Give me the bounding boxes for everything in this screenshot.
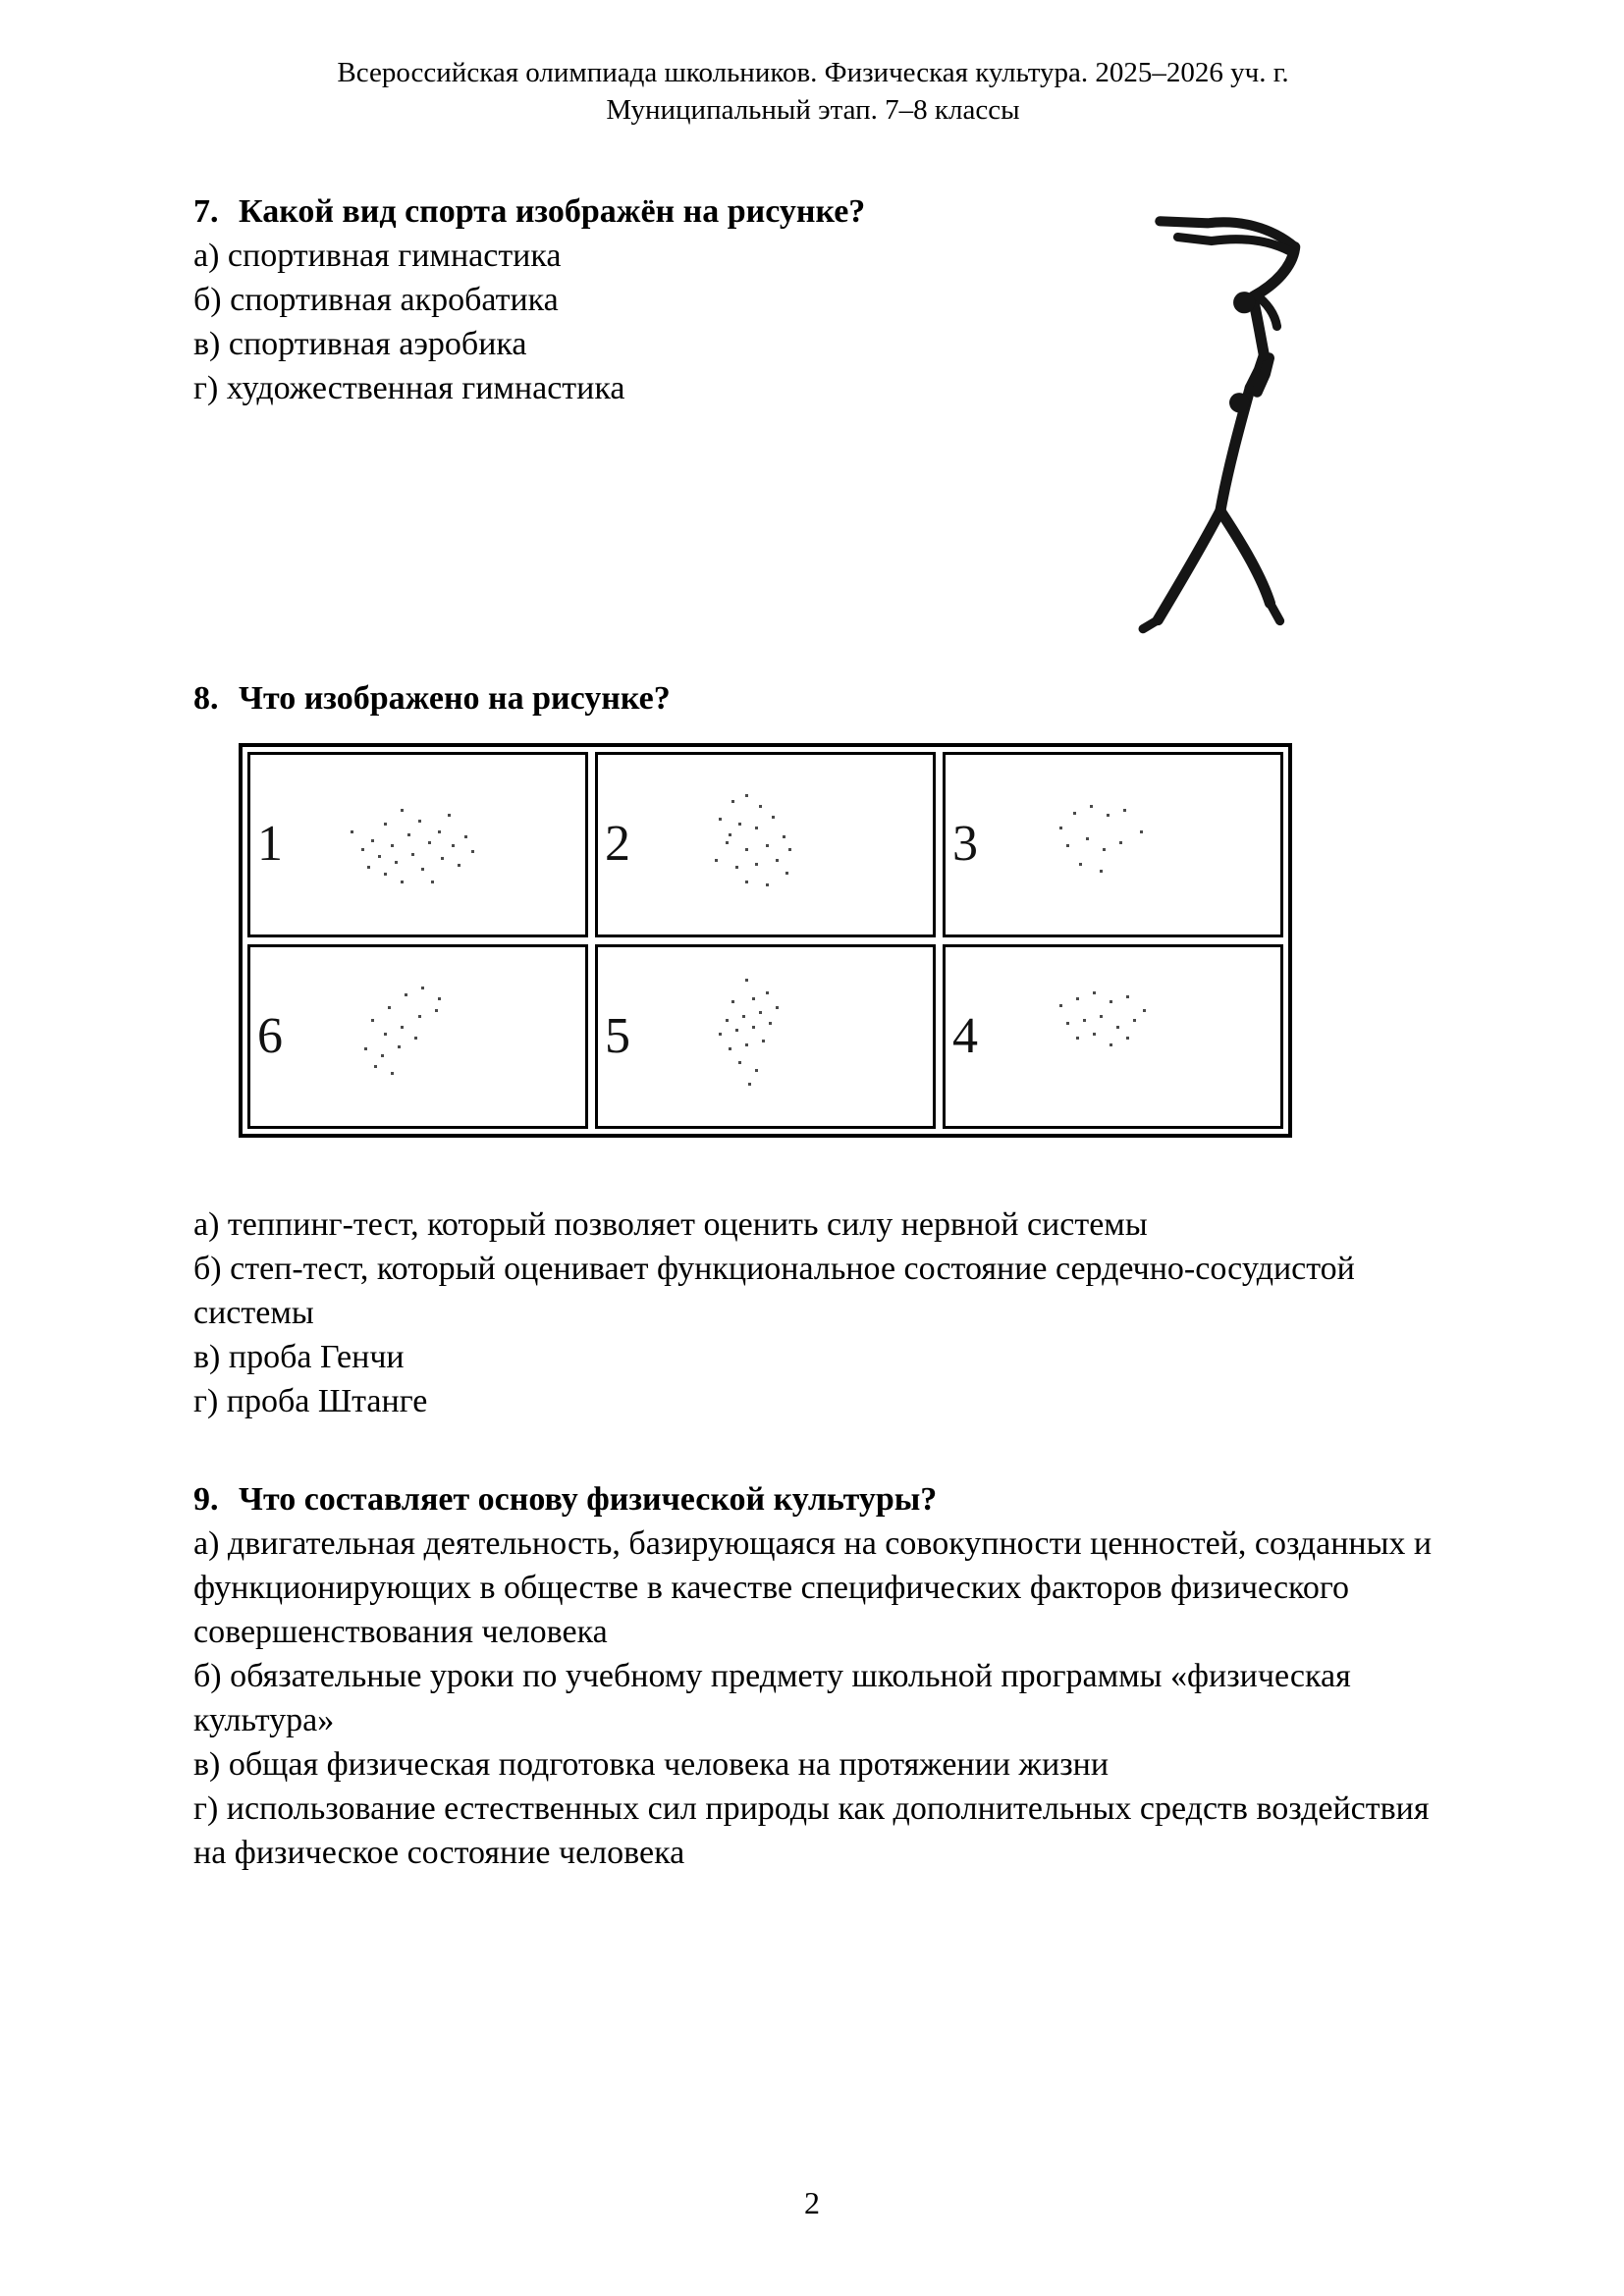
question-7-option-g: г) художественная гимнастика [193,370,625,406]
tap-dot [398,1045,401,1048]
tap-dot [726,841,729,844]
tap-dot [361,848,364,851]
cell-number: 6 [257,1007,283,1064]
tapping-test-grid [239,743,1292,1138]
tap-dot [759,1011,762,1014]
acrobats-figure-svg [1105,191,1350,658]
tap-dot [384,1033,387,1036]
tap-dot [788,848,791,851]
tap-dot [755,827,758,829]
tap-dot [414,1037,417,1040]
tap-dot [1093,1033,1096,1036]
cell-number: 4 [952,1007,978,1064]
tap-dot [745,881,748,883]
tap-dot [411,853,414,856]
tap-dot [719,1033,722,1036]
tap-dot [752,997,755,1000]
tap-dot [367,866,370,869]
tap-dot [729,833,731,836]
question-7-option-v: в) спортивная аэробика [193,326,527,362]
cell-number: 5 [605,1007,630,1064]
tap-dot [1100,1015,1103,1018]
tap-dot [738,823,741,826]
tap-dot [378,855,381,858]
tap-dot [719,818,722,821]
tap-dot [1143,1009,1146,1012]
tapping-grid-cell [247,752,588,937]
tap-dot [1059,1004,1062,1007]
tap-dot [1059,827,1062,829]
tap-dot [438,830,441,833]
tap-dot [735,866,738,869]
tap-dot [745,979,748,982]
question-8-title [193,676,1433,721]
question-8-text: Что изображено на рисунке? [239,680,671,717]
tap-dot [381,1054,384,1057]
tap-dot [1066,1022,1069,1025]
tap-dot [1073,812,1076,815]
flyer-gymnast-head [1233,292,1255,313]
tap-dot [441,857,444,860]
tap-dot [776,859,779,862]
tap-dot [1076,997,1079,1000]
tap-dot [1140,830,1143,833]
tap-dot [1126,995,1129,998]
question-7-number: 7. [193,193,219,230]
tap-dot [452,844,455,847]
tap-dot [748,1083,751,1086]
tap-dot [731,1000,734,1003]
tap-dot [752,1026,755,1029]
question-8-option-g: г) проба Штанге [193,1383,428,1419]
header-line-1: Всероссийская олимпиада школьников. Физическая культура. 2025–2026 уч. г. [337,57,1289,88]
tap-dot [401,1026,404,1029]
tap-dot [1093,991,1096,994]
question-9-title [193,1477,1433,1522]
tap-dot [755,1069,758,1072]
question-8-option-b: б) степ-тест, который оценивает функциональное состояние сердечно-сосудистой системы [193,1251,1355,1331]
question-9-option-a: а) двигательная деятельность, базирующаяся на совокупности ценностей, созданных и функционирующих в обществе в качестве специфических факторов физического совершенствования человека [193,1525,1433,1650]
tapping-grid-cell [943,752,1283,937]
question-9-option-v: в) общая физическая подготовка человека на протяжении жизни [193,1746,1110,1783]
tap-dot [766,883,769,886]
tap-dot [1100,870,1103,873]
tap-dot [1123,809,1126,812]
tap-dot [745,848,748,851]
acrobatic-pair-illustration [1105,191,1350,658]
tap-dot [435,1009,438,1012]
tap-dot [1110,1000,1112,1003]
tap-dot [783,835,785,838]
question-9-number: 9. [193,1481,219,1518]
cell-number: 3 [952,816,978,873]
tap-dot [371,1019,374,1022]
tap-dot [1116,1026,1119,1029]
tap-dot [755,863,758,866]
tap-dot [384,823,387,826]
tap-dot [388,1006,391,1009]
tap-dot [1107,814,1110,817]
tap-dot [735,1029,738,1032]
tapping-grid-cell [247,944,588,1130]
tap-dot [1066,844,1069,847]
tap-dot [448,814,451,817]
tap-dot [351,830,353,833]
tap-dot [766,844,769,847]
tap-dot [391,844,394,847]
tap-dot [401,809,404,812]
tap-dot [401,881,404,883]
base-gymnast-head [1229,393,1249,412]
tap-dot [471,850,474,853]
tap-dot [371,839,374,842]
tap-dot [1079,863,1082,866]
tapping-grid-cell [943,944,1283,1130]
question-8-number: 8. [193,680,219,717]
question-8-option-v: в) проба Генчи [193,1339,405,1375]
question-9-text: Что составляет основу физической культуры? [239,1481,938,1518]
tap-dot [745,1043,748,1046]
tap-dot [729,1047,731,1050]
tap-dot [364,1047,367,1050]
tap-dot [1126,1037,1129,1040]
cell-number: 2 [605,816,630,873]
tap-dot [726,1019,729,1022]
tap-dot [762,1040,765,1042]
tap-dot [418,820,421,823]
question-7-option-a: а) спортивная гимнастика [193,238,562,274]
tap-dot [464,835,467,838]
tap-dot [1086,837,1089,840]
page-number: 2 [804,2185,820,2220]
tap-dot [391,1072,394,1075]
tap-dot [438,997,441,1000]
question-8-options [193,1202,1433,1423]
tap-dot [745,794,748,797]
tap-dot [769,1022,772,1025]
tap-dot [785,872,788,875]
tap-dot [395,861,398,864]
tap-dot [1076,1037,1079,1040]
tap-dot [1119,841,1122,844]
tap-dot [1083,1019,1086,1022]
tap-dot [1090,805,1093,808]
tap-dot [742,1015,745,1018]
question-7-text: Какой вид спорта изображён на рисунке? [239,193,866,230]
tap-dot [431,881,434,883]
tap-dot [715,859,718,862]
tap-dot [384,873,387,876]
tap-dot [1110,1043,1112,1046]
question-9-option-g: г) использование естественных сил природы как дополнительных средств воздействия на физическое состояние человека [193,1790,1430,1871]
question-9-option-b: б) обязательные уроки по учебному предмету школьной программы «физическая культура» [193,1658,1351,1738]
tap-dot [428,841,431,844]
tapping-grid-cell [595,944,936,1130]
tap-dot [421,868,424,871]
tap-dot [1103,848,1106,851]
tap-dot [759,805,762,808]
tap-dot [772,816,775,819]
tap-dot [407,833,410,836]
header-line-2: Муниципальный этап. 7–8 классы [606,94,1020,126]
tap-dot [421,987,424,989]
question-8 [193,676,1433,1423]
tap-dot [418,1015,421,1018]
question-9 [193,1477,1433,1875]
tap-dot [405,993,407,996]
tap-dot [766,991,769,994]
cell-number: 1 [257,816,283,873]
tap-dot [738,1061,741,1064]
tap-dot [458,864,460,867]
page-header [193,54,1433,129]
tap-dot [1133,1019,1136,1022]
question-7-option-b: б) спортивная акробатика [193,282,559,318]
tap-dot [776,1006,779,1009]
tapping-grid-cell [595,752,936,937]
tap-dot [731,800,734,803]
tap-dot [374,1065,377,1068]
question-8-option-a: а) теппинг-тест, который позволяет оценить силу нервной системы [193,1206,1148,1243]
